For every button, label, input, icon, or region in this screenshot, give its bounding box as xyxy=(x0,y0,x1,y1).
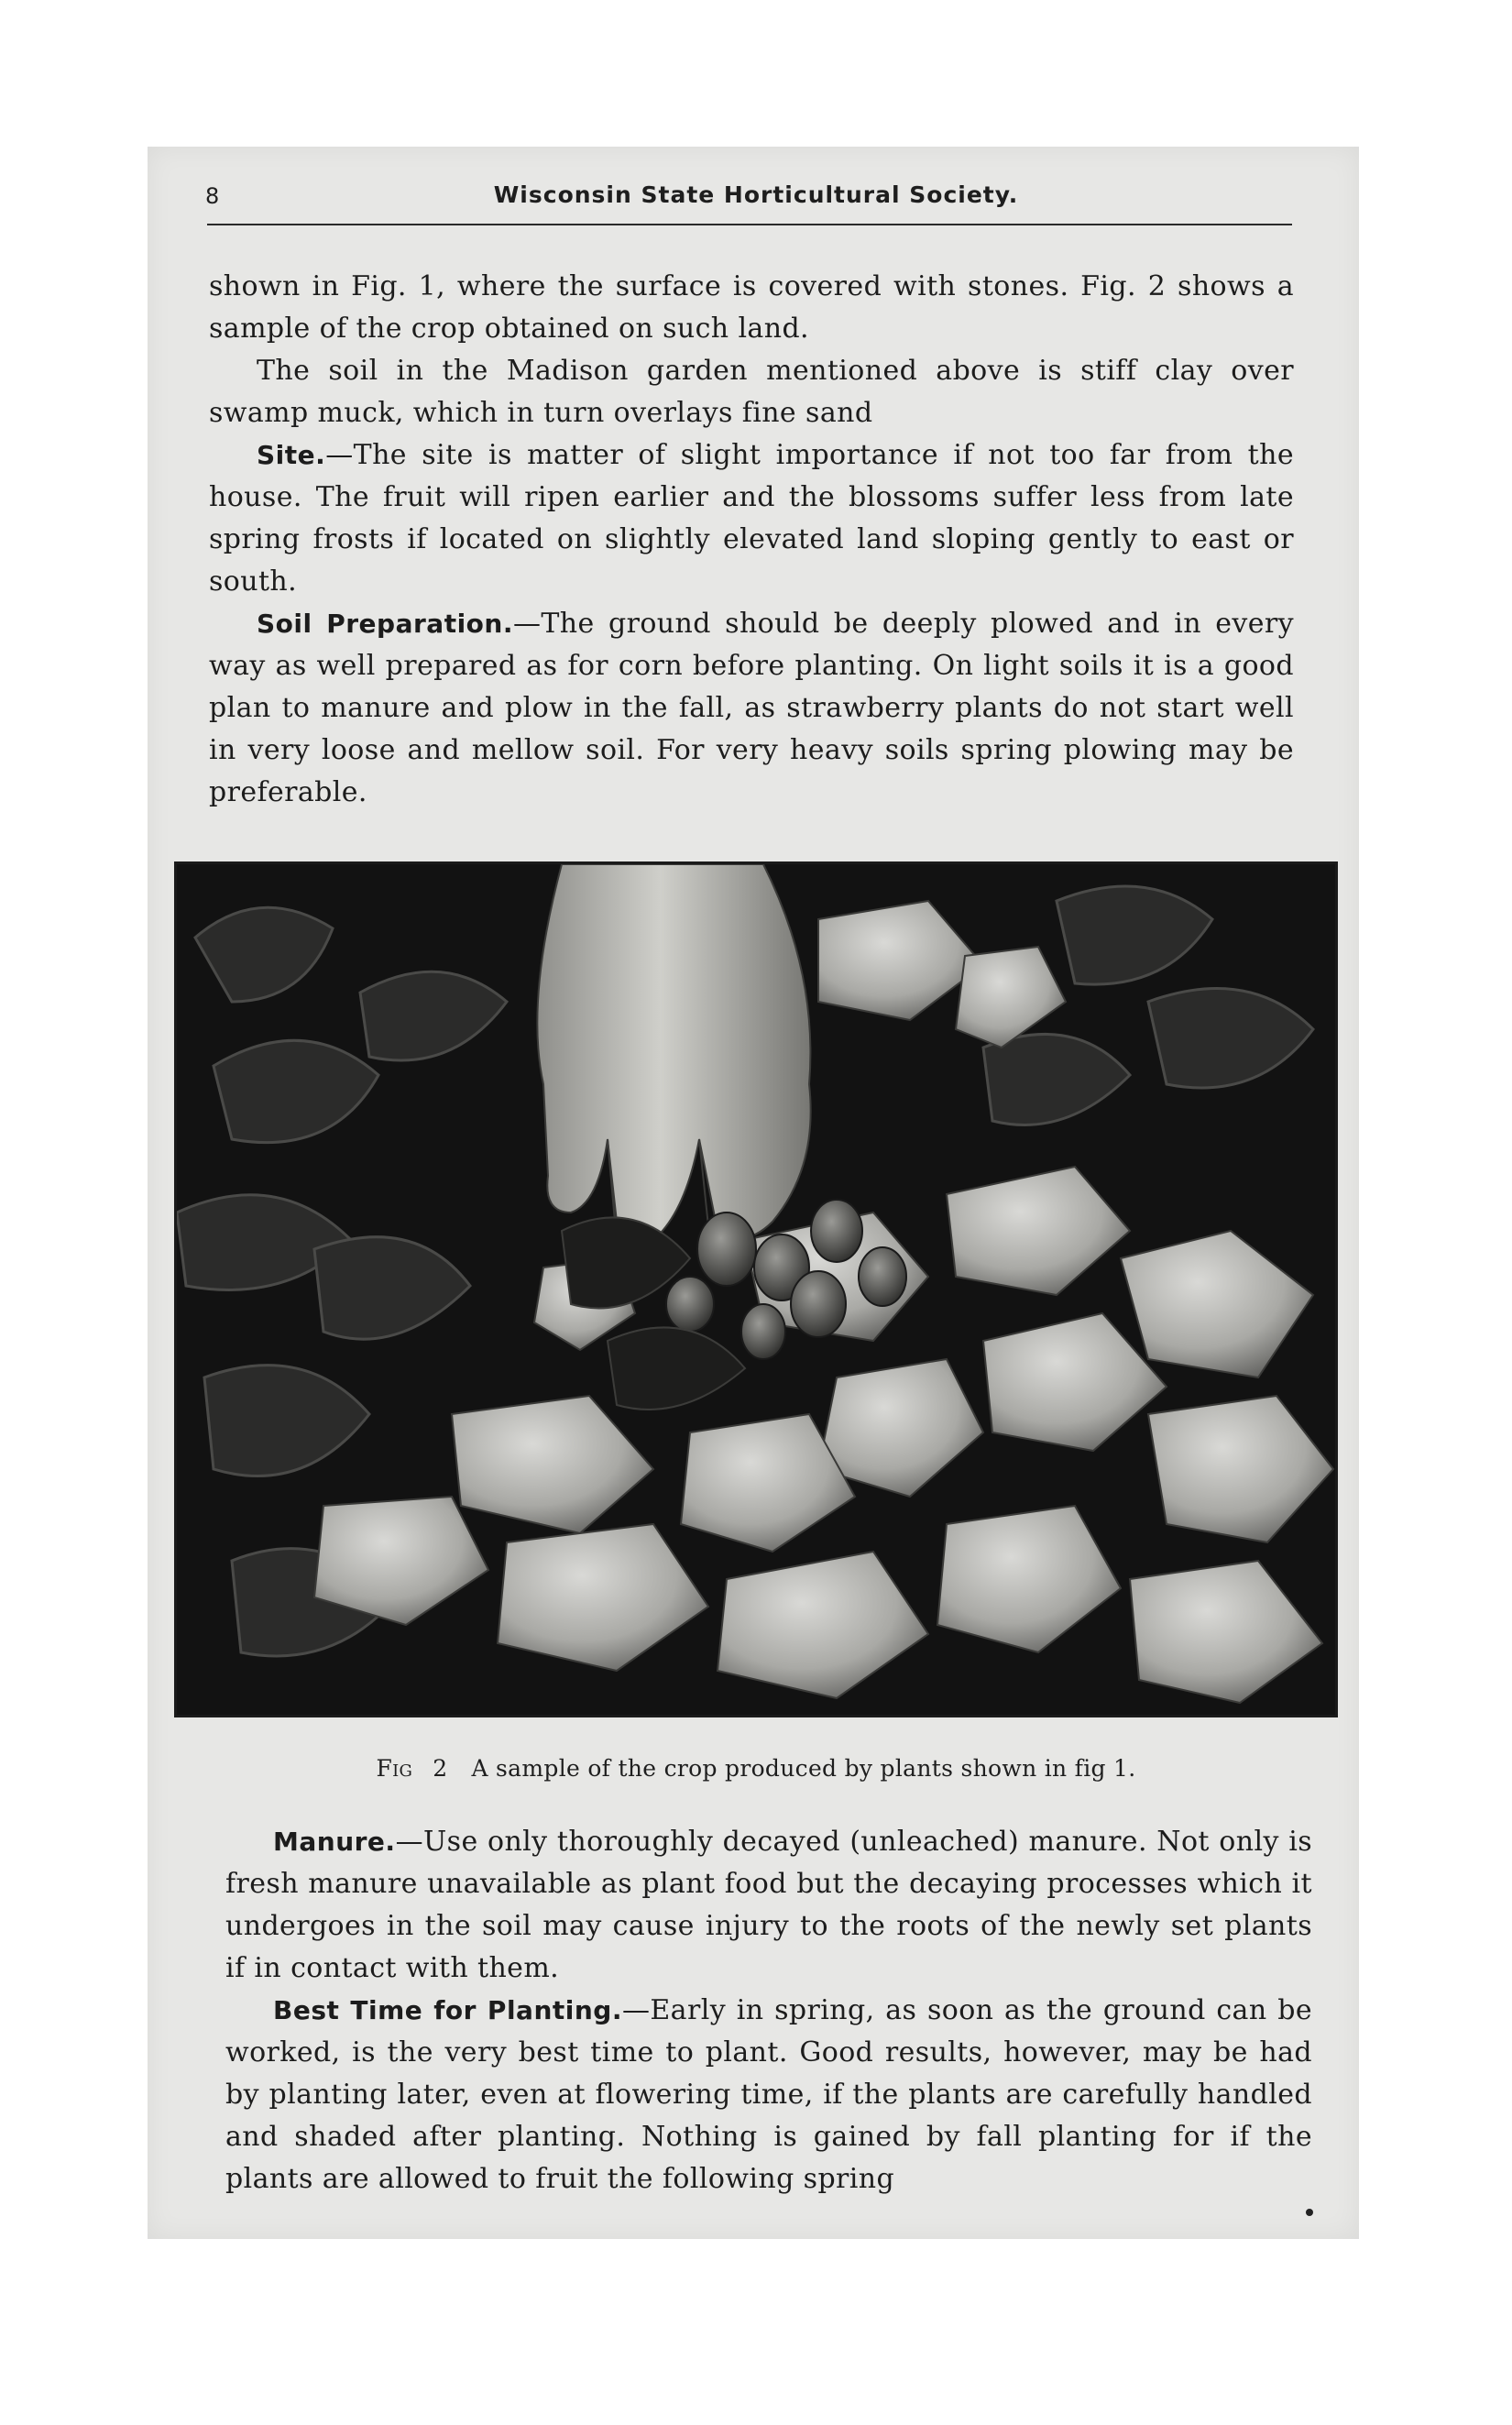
header-rule xyxy=(207,224,1292,225)
bullet-mark xyxy=(1306,2209,1313,2216)
paragraph-text: —The site is matter of slight importance if not too far from the house. The fruit will ripen earlier and the blossoms suffer less from late spring frosts if located on slightly elevated land sloping gently to east or south. xyxy=(209,439,1294,598)
paragraph-best-time xyxy=(225,1990,1312,2200)
figure-label: Fig xyxy=(376,1755,413,1782)
paragraph-soil-preparation xyxy=(209,603,1294,814)
paragraph-site xyxy=(209,434,1294,603)
run-in-heading: Site. xyxy=(257,440,326,470)
paragraph-text: shown in Fig. 1, where the surface is covered with stones. Fig. 2 shows a sample of the crop obtained on such land. xyxy=(209,270,1294,345)
figure-caption xyxy=(0,1755,1512,1782)
paragraph xyxy=(209,266,1294,350)
caption-text: A sample of the crop produced by plants shown in fig 1. xyxy=(471,1755,1136,1782)
paragraph-text: —The ground should be deeply plowed and in every way as well prepared as for corn before planting. On light soils it is a good plan to manure and plow in the fall, as strawberry plants do not start well in very loose and mellow soil. For very heavy soils spring plowing may be preferable. xyxy=(209,608,1294,808)
run-in-heading: Soil Preparation. xyxy=(257,609,513,639)
paragraph-text: —Early in spring, as soon as the ground can be worked, is the very best time to plant. Good results, however, may be had by planting later, even at flowering time, if the plants are carefully handled and shaded after planting. Nothing is gained by fall planting for if the plants are allowed to fruit the following spring xyxy=(225,1994,1312,2195)
page-number: 8 xyxy=(205,183,220,209)
photo-strawberries-among-stones-icon xyxy=(177,864,1335,1715)
paragraph-manure xyxy=(225,1821,1312,1990)
paragraph xyxy=(209,350,1294,434)
figure-number: 2 xyxy=(433,1755,448,1782)
text-block-bottom xyxy=(225,1821,1312,2200)
paragraph-text: —Use only thoroughly decayed (unleached) manure. Not only is fresh manure unavailable as plant food but the decaying processes which it undergoes in the soil may cause injury to the roots of the newly set plants if in contact with them. xyxy=(225,1826,1312,1984)
run-in-heading: Best Time for Planting. xyxy=(273,1995,622,2025)
text-block-top xyxy=(209,266,1294,814)
run-in-heading: Manure. xyxy=(273,1827,396,1857)
figure-photo xyxy=(174,861,1338,1717)
paragraph-text: The soil in the Madison garden mentioned above is stiff clay over swamp muck, which in turn overlays fine sand xyxy=(209,355,1294,429)
running-title: Wisconsin State Horticultural Society. xyxy=(493,181,1019,208)
